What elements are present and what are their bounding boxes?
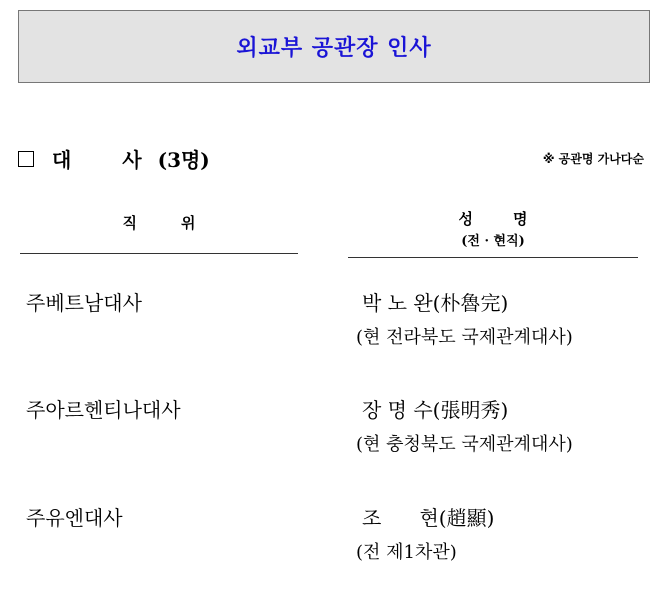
header-name [348, 208, 638, 249]
appointment-post: 주아르헨티나대사 [26, 398, 181, 422]
checkbox-icon [18, 151, 34, 167]
header-rule-position [20, 253, 298, 254]
appointee-current-position: (전 제1차관) [356, 542, 457, 563]
appointment-post: 주유엔대사 [26, 506, 123, 530]
section-label: 대 사 [52, 148, 164, 172]
page-title: 외교부 공관장 인사 [236, 36, 432, 61]
sort-note: ※ 공관명 가나다순 [542, 152, 644, 166]
title-box [18, 10, 650, 83]
section-count: (3명) [157, 148, 210, 172]
appointee-name: 박 노 완(朴魯完) [362, 291, 509, 315]
appointee-name: 조 현(趙顯) [362, 506, 495, 530]
appointment-post: 주베트남대사 [26, 291, 142, 315]
header-rule-name [348, 257, 638, 258]
appointee-current-position: (현 충청북도 국제관계대사) [356, 434, 573, 455]
header-name-label: 성명 [458, 210, 568, 228]
section-heading [18, 144, 210, 173]
header-position: 직위 [122, 214, 240, 232]
header-name-sub: (전 · 현직) [461, 234, 525, 249]
appointee-current-position: (현 전라북도 국제관계대사) [356, 327, 573, 348]
appointee-name: 장 명 수(張明秀) [362, 398, 509, 422]
